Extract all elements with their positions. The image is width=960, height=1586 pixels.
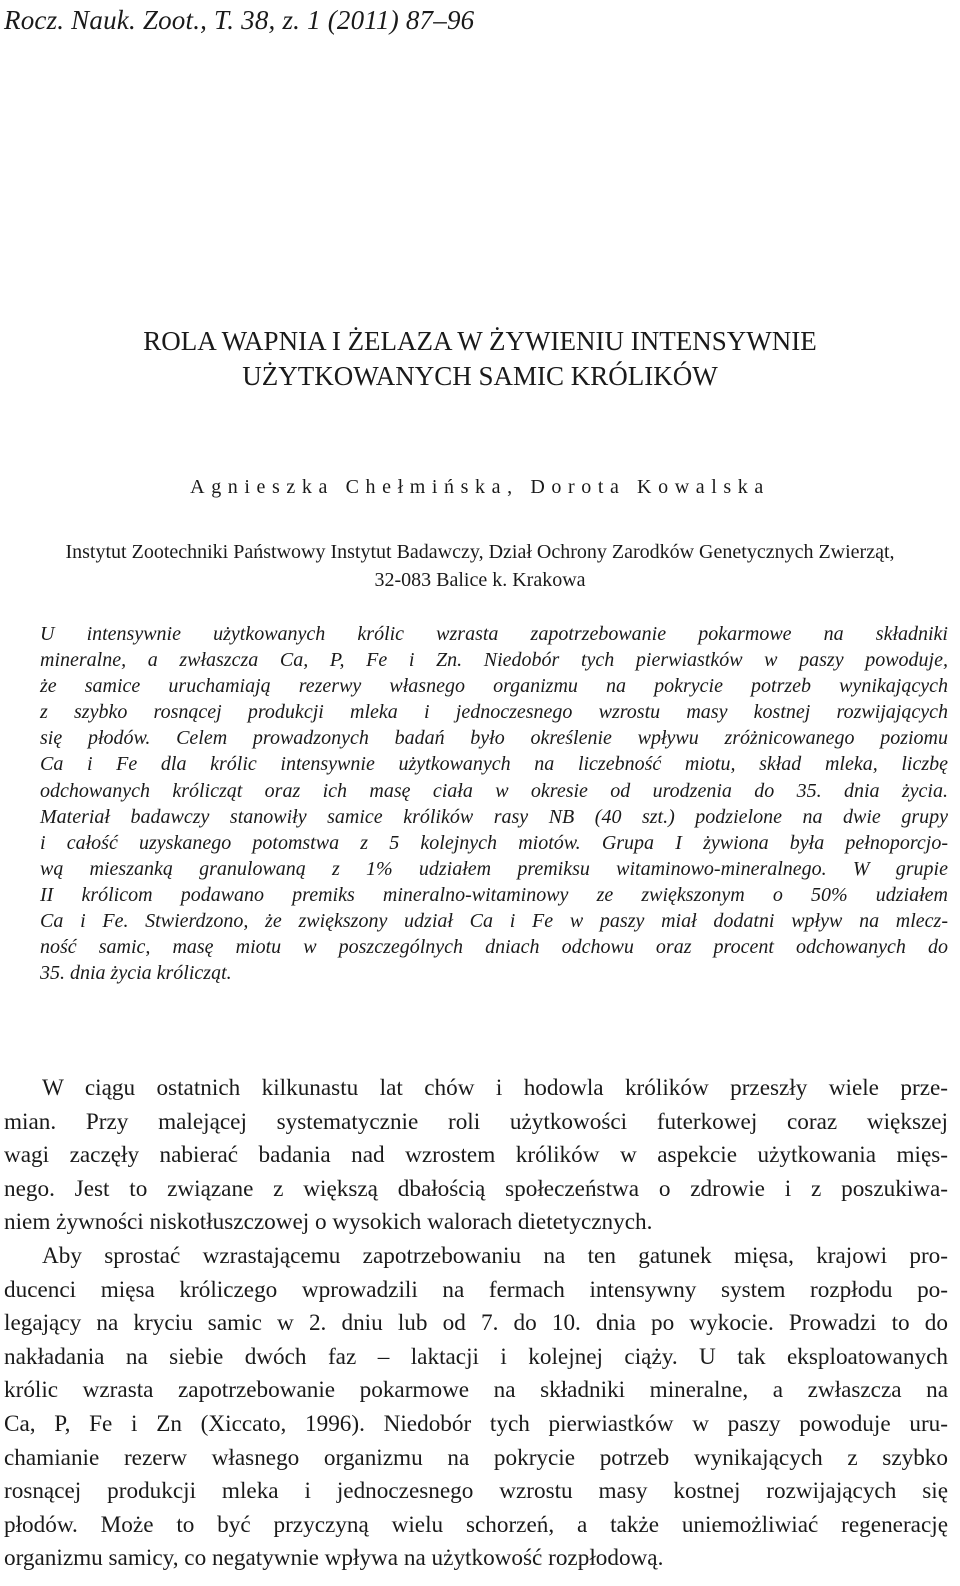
abstract — [40, 621, 948, 986]
affiliation-line-2: 32-083 Balice k. Krakowa — [374, 569, 586, 591]
body-line: nego. Jest to związane z większą dbałością społeczeństwa o zdrowie i z poszukiwa- — [4, 1175, 948, 1202]
journal-citation: Rocz. Nauk. Zoot., T. 38, z. 1 (2011) 87–96 — [4, 5, 475, 35]
body-line: nakładania na siebie dwóch faz – laktacji i kolejnej ciąży. U tak eksploatowanych — [4, 1343, 948, 1370]
body-line: królic wzrasta zapotrzebowanie pokarmowe na składniki mineralne, a zwłaszcza na — [4, 1377, 948, 1404]
affiliation-line-1: Instytut Zootechniki Państwowy Instytut Badawczy, Dział Ochrony Zarodków Genetycznych Zwierząt, — [65, 541, 895, 563]
authors: Agnieszka Chełmińska, Dorota Kowalska — [190, 476, 770, 498]
body-line: ducenci mięsa króliczego wprowadzili na fermach intensywny system rozpłodu po- — [4, 1276, 948, 1303]
abstract-line: się płodów. Celem prowadzonych badań było określenie wpływu zróżnicowanego poziomu — [40, 727, 948, 750]
body-line: rosnącej produkcji mleka i jednoczesnego wzrostu masy kostnej rozwijających się — [4, 1478, 948, 1505]
body-text — [4, 1072, 948, 1576]
body-line: wagi zaczęły nabierać badania nad wzrostem królików w aspekcie użytkowania mięs- — [4, 1142, 948, 1169]
body-line: Aby sprostać wzrastającemu zapotrzebowaniu na ten gatunek mięsa, krajowi pro- — [42, 1242, 948, 1269]
abstract-line: odchowanych królicząt oraz ich masę ciała w okresie od urodzenia do 35. dnia życia. — [40, 779, 948, 802]
abstract-line: II królicom podawano premiks mineralno-witaminowy ze zwiększonym o 50% udziałem — [40, 883, 948, 906]
abstract-line: że samice uruchamiają rezerwy własnego organizmu na pokrycie potrzeb wynikających — [40, 675, 948, 698]
body-line: mian. Przy malejącej systematycznie roli użytkowości futerkowej coraz większej — [4, 1108, 948, 1135]
body-line: W ciągu ostatnich kilkunastu lat chów i hodowla królików przeszły wiele prze- — [42, 1075, 948, 1101]
body-line: chamianie rezerw własnego organizmu na pokrycie potrzeb wynikających z szybko — [4, 1444, 948, 1471]
title-line-2: UŻYTKOWANYCH SAMIC KRÓLIKÓW — [242, 361, 718, 391]
abstract-line: Materiał badawczy stanowiły samice królików rasy NB (40 szt.) podzielone na dwie grupy — [40, 805, 948, 828]
abstract-line: mineralne, a zwłaszcza Ca, P, Fe i Zn. Niedobór tych pierwiastków w paszy powoduje, — [40, 649, 948, 672]
title-line-1: ROLA WAPNIA I ŻELAZA W ŻYWIENIU INTENSYWNIE — [143, 326, 817, 356]
paper-title — [0, 324, 960, 394]
body-line: niem żywności niskotłuszczowej o wysokich walorach dietetycznych. — [4, 1209, 653, 1236]
abstract-line: 35. dnia życia królicząt. — [40, 962, 232, 985]
abstract-line: i całość uzyskanego potomstwa z 5 kolejnych miotów. Grupa I żywiona była pełnoporcjo- — [40, 831, 948, 854]
paragraph-2 — [4, 1240, 948, 1576]
body-line: organizmu samicy, co negatywnie wpływa na użytkowość rozpłodową. — [4, 1545, 664, 1572]
body-line: legający na kryciu samic w 2. dniu lub od 7. do 10. dnia po wykocie. Prowadzi to do — [4, 1310, 948, 1337]
body-line: płodów. Może to być przyczyną wielu schorzeń, a także uniemożliwiać regenerację — [4, 1511, 948, 1538]
affiliation — [0, 538, 960, 594]
abstract-line: Ca i Fe dla królic intensywnie użytkowanych na liczebność miotu, skład mleka, liczbę — [40, 753, 948, 776]
abstract-line: Ca i Fe. Stwierdzono, że zwiększony udział Ca i Fe w paszy miał dodatni wpływ na mlecz- — [40, 910, 948, 933]
paragraph-1 — [4, 1072, 948, 1240]
abstract-line: ność samic, masę miotu w poszczególnych dniach odchowu oraz procent odchowanych do — [40, 936, 948, 959]
abstract-line: wą mieszanką granulowaną z 1% udziałem premiksu witaminowo-mineralnego. W grupie — [40, 857, 948, 880]
abstract-line: U intensywnie użytkowanych królic wzrasta zapotrzebowanie pokarmowe na składniki — [40, 623, 948, 645]
abstract-line: z szybko rosnącej produkcji mleka i jednoczesnego wzrostu masy kostnej rozwijających — [40, 701, 948, 724]
body-line: Ca, P, Fe i Zn (Xiccato, 1996). Niedobór tych pierwiastków w paszy powoduje uru- — [4, 1410, 948, 1437]
